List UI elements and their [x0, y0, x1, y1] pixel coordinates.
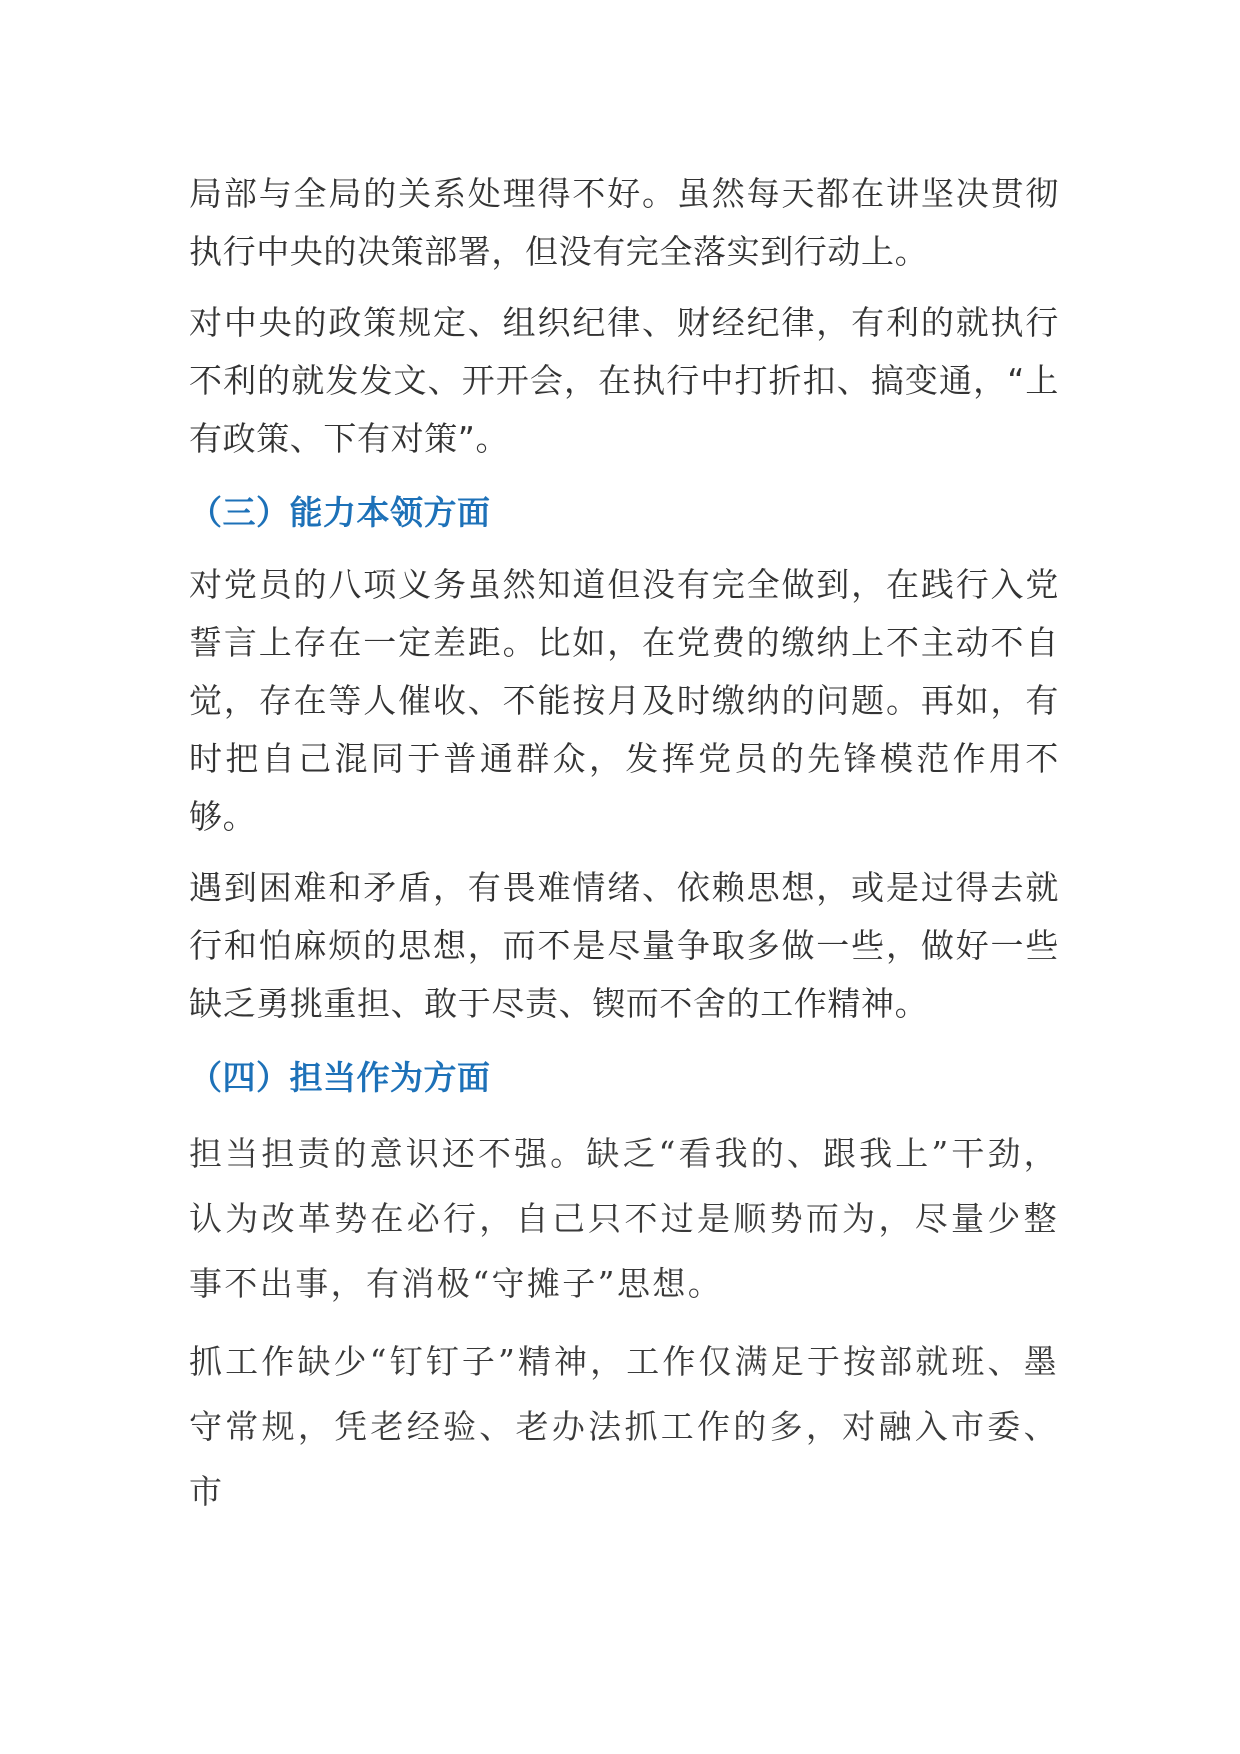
paragraph-local-global: 局部与全局的关系处理得不好。虽然每天都在讲坚决贯彻执行中央的决策部署，但没有完全落实到行动上。: [189, 174, 1059, 271]
paragraph-policy-execution: 对中央的政策规定、组织纪律、财经纪律，有利的就执行不利的就发发文、开开会，在执行中打折扣、搞变通，“上有政策、下有对策”。: [189, 303, 1059, 458]
paragraph-work-spirit: 抓工作缺少“钉钉子”精神，工作仅满足于按部就班、墨守常规，凭老经验、老办法抓工作的多，对融入市委、市: [189, 1342, 1059, 1511]
section-heading-responsibility: （四）担当作为方面: [189, 1058, 491, 1097]
paragraph-party-duties: 对党员的八项义务虽然知道但没有完全做到，在践行入党誓言上存在一定差距。比如，在党费的缴纳上不主动不自觉，存在等人催收、不能按月及时缴纳的问题。再如，有时把自己混同于普通群众，发挥党员的先锋模范作用不够。: [189, 565, 1059, 836]
paragraph-difficulties: 遇到困难和矛盾，有畏难情绪、依赖思想，或是过得去就行和怕麻烦的思想，而不是尽量争取多做一些，做好一些缺乏勇挑重担、敢于尽责、锲而不舍的工作精神。: [189, 868, 1059, 1023]
section-heading-ability: （三）能力本领方面: [189, 493, 491, 532]
paragraph-responsibility-awareness: 担当担责的意识还不强。缺乏“看我的、跟我上”干劲，认为改革势在必行，自己只不过是顺势而为，尽量少整事不出事，有消极“守摊子”思想。: [189, 1134, 1059, 1303]
document-body: [189, 165, 1059, 1524]
